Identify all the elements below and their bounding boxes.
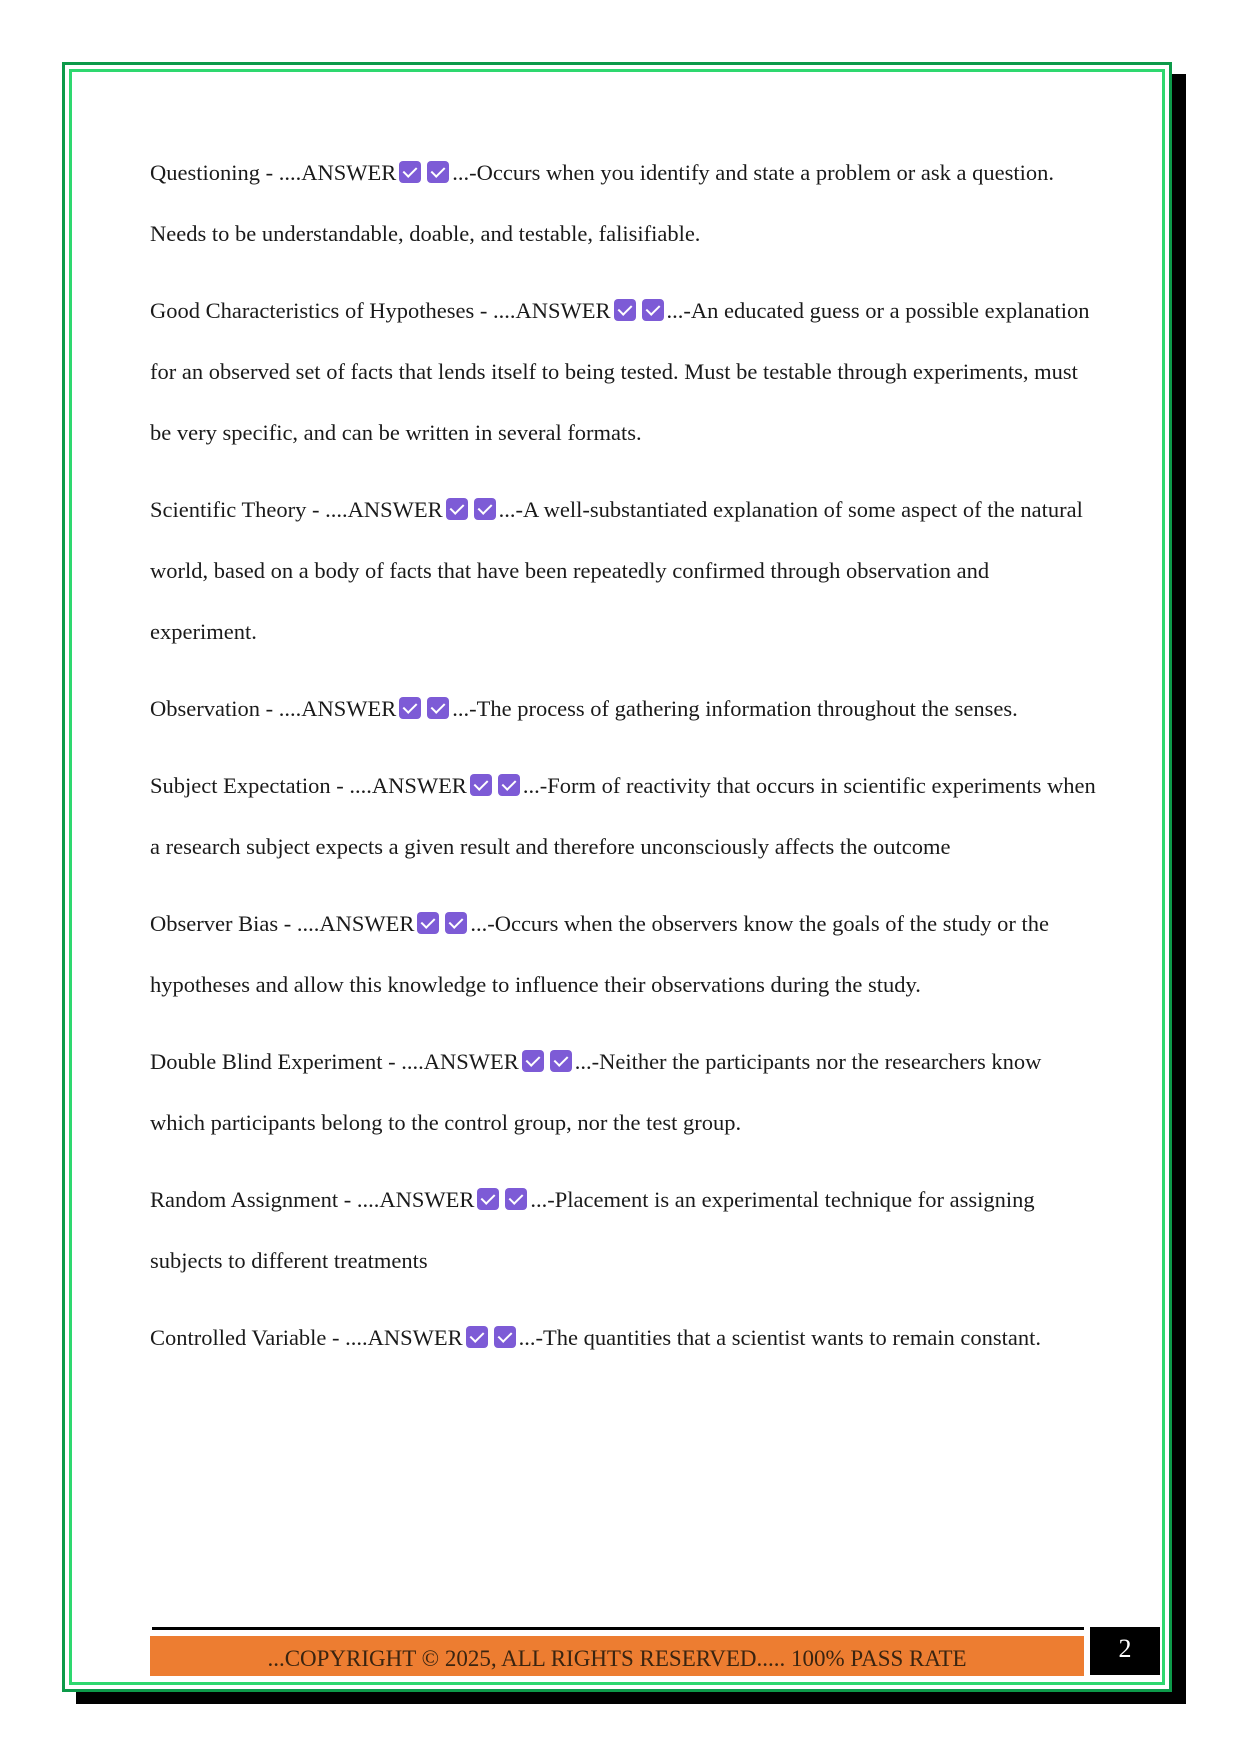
qa-term: Good Characteristics of Hypotheses [150,298,475,323]
qa-definition: ...-Neither the participants nor the researchers know which participants belong to the control group, nor the test group. [150,1049,1042,1135]
qa-term: Controlled Variable [150,1325,327,1350]
qa-term: Subject Expectation [150,773,331,798]
qa-answer-marker: - ....ANSWER [330,773,467,798]
check-box-icon [427,161,449,183]
qa-term: Double Blind Experiment [150,1049,383,1074]
check-box-icon [470,774,492,796]
qa-definition: ...-Placement is an experimental technique for assigning subjects to different treatments [150,1187,1035,1273]
qa-definition: ...-A well-substantiated explanation of some aspect of the natural world, based on a body of facts that have been repeatedly confirmed through observation and experiment. [150,497,1083,644]
check-box-icon [427,697,449,719]
check-box-icon [522,1050,544,1072]
qa-definition: ...-The process of gathering information throughout the senses. [452,696,1018,721]
qa-answer-marker: - ....ANSWER [260,160,397,185]
qa-term: Observer Bias [150,911,279,936]
check-box-icon [614,299,636,321]
footer-rule [152,1627,1084,1630]
check-box-icon [466,1326,488,1348]
qa-definition: ...-An educated guess or a possible explanation for an observed set of facts that lends itself to being tested. Must be testable through experiments, must be very specific, and can be written in several formats. [150,298,1090,445]
page-number: 2 [1090,1627,1160,1675]
qa-answer-marker: - ....ANSWER [382,1049,519,1074]
qa-answer-marker: - ....ANSWER [278,911,415,936]
qa-entry-observer-bias [150,893,1100,1015]
check-box-icon [494,1326,516,1348]
qa-answer-marker: - ....ANSWER [474,298,611,323]
qa-entry-double-blind [150,1031,1100,1153]
qa-definition: ...-Occurs when you identify and state a problem or ask a question. Needs to be understandable, doable, and testable, falisifiable. [150,160,1054,246]
qa-answer-marker: - ....ANSWER [259,696,397,721]
qa-entry-questioning [150,142,1100,264]
qa-entry-controlled-variable [150,1307,1100,1368]
check-box-icon [642,299,664,321]
check-box-icon [550,1050,572,1072]
qa-entry-observation [150,678,1100,739]
qa-term: Observation [150,696,260,721]
check-box-icon [446,498,468,520]
qa-answer-marker: - ....ANSWER [306,497,443,522]
check-box-icon [498,774,520,796]
check-box-icon [477,1188,499,1210]
check-box-icon [505,1188,527,1210]
check-box-icon [445,912,467,934]
qa-entry-scientific-theory [150,479,1100,662]
qa-definition: ...-The quantities that a scientist wants to remain constant. [518,1325,1042,1350]
qa-definition: ...-Occurs when the observers know the goals of the study or the hypotheses and allow this knowledge to influence their observations during the study. [150,911,1049,997]
qa-list [150,142,1100,1384]
qa-answer-marker: - ....ANSWER [338,1187,475,1212]
qa-answer-marker: - ....ANSWER [326,1325,463,1350]
footer-copyright: ...COPYRIGHT © 2025, ALL RIGHTS RESERVED..... 100% PASS RATE [150,1636,1084,1676]
qa-term: Questioning [150,160,260,185]
qa-entry-subject-expectation [150,755,1100,877]
check-box-icon [474,498,496,520]
qa-entry-random-assignment [150,1169,1100,1291]
check-box-icon [399,161,421,183]
qa-term: Scientific Theory [150,497,307,522]
qa-entry-hypotheses [150,280,1100,463]
check-box-icon [417,912,439,934]
qa-definition: ...-Form of reactivity that occurs in scientific experiments when a research subject expects a given result and therefore unconsciously affects the outcome [150,773,1096,859]
check-box-icon [399,697,421,719]
qa-term: Random Assignment [150,1187,339,1212]
